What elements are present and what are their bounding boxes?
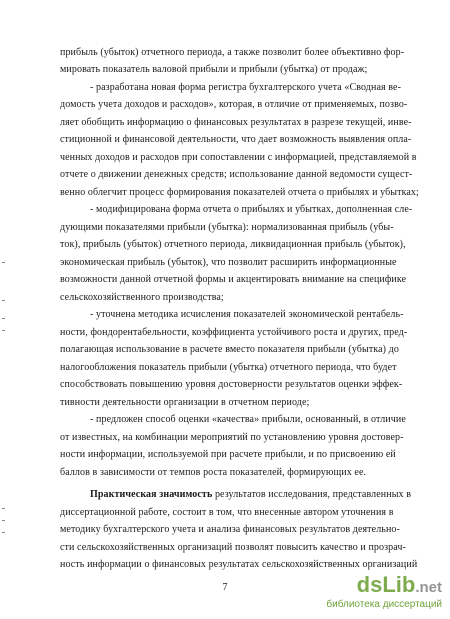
margin-mark — [2, 532, 5, 533]
margin-mark — [2, 300, 5, 301]
text-line: прибыль (убыток) отчетного периода, а также позволит более объективно фор- — [60, 47, 405, 58]
bold-lead: Практическая значимость — [90, 489, 213, 500]
text-line: баллов в зависимости от темпов роста показателей, формирующих ее. — [60, 467, 367, 478]
text-line: - уточнена методика исчисления показателей экономической рентабель- — [90, 309, 404, 320]
text-line-practical — [90, 489, 411, 501]
text-line: диссертационной работе, состоит в том, что внесенные автором уточнения в — [60, 507, 394, 518]
text-line: отчете о движении денежных средств; использование данной ведомости сущест- — [60, 169, 413, 180]
text-line: полагающая использование в расчете вместо показателя прибыли (убытка) до — [60, 344, 399, 355]
text-line: ности информации, используемой при расчете прибыли, и по присвоению ей — [60, 449, 396, 460]
text-line: - разработана новая форма регистра бухгалтерского учета «Сводная ве- — [90, 82, 402, 93]
text-line: ток), прибыль (убыток) отчетного периода, ликвидационная прибыль (убыток), — [60, 239, 406, 250]
text-line: - модифицирована форма отчета о прибылях и убытках, дополненная сле- — [90, 204, 413, 215]
text-line: ности, фондорентабельности, коэффициента устойчивого роста и других, пред- — [60, 327, 408, 338]
text-line: экономическая прибыль (убыток), что позволит расширить информационные — [60, 257, 397, 268]
margin-mark — [2, 318, 5, 319]
margin-mark — [2, 262, 5, 263]
text-line: мировать показатель валовой прибыли и прибыли (убытка) от продаж; — [60, 64, 368, 75]
text-line: дующими показателями прибыли (убытка): нормализованная прибыль (убы- — [60, 222, 394, 233]
text-line: сельскохозяйственного производства; — [60, 292, 224, 303]
text-line: сти сельскохозяйственных организаций позволят повысить качество и прозрач- — [60, 542, 406, 553]
text-line: от известных, на комбинации мероприятий по установлению уровня достовер- — [60, 432, 404, 443]
watermark-subtitle: библиотека диссертаций — [326, 599, 442, 610]
text-line: ченных доходов и расходов при сопоставлении с информацией, представляемой в — [60, 152, 417, 163]
text-line: - предложен способ оценки «качества» прибыли, основанный, в отличие — [90, 414, 406, 425]
margin-mark — [2, 520, 5, 521]
text-line: возможности данной отчетной формы и акцентировать внимание на специфике — [60, 274, 407, 285]
text-line: венно облегчит процесс формирования показателей отчета о прибылях и убытках; — [60, 187, 419, 198]
watermark — [324, 573, 442, 613]
watermark-logo — [357, 573, 442, 600]
page-number: 7 — [222, 582, 228, 593]
margin-mark — [2, 330, 5, 331]
text-line: налогообложения показатель прибыли (убытка) отчетного периода, что будет — [60, 362, 397, 373]
watermark-logo-suffix: .net — [415, 579, 442, 596]
text-line: домость учета доходов и расходов», которая, в отличие от применяемых, позво- — [60, 99, 408, 110]
text-rest: результатов исследования, представленных в — [212, 489, 412, 500]
watermark-logo-text: dsLib — [356, 572, 416, 597]
text-line: стиционной и финансовой деятельности, что дает возможность выявления опла- — [60, 134, 412, 145]
text-line: ность информации о финансовых результатах сельскохозяйственных организаций — [60, 559, 418, 570]
text-line: способствовать повышению уровня достоверности результатов оценки эффек- — [60, 379, 403, 390]
text-line: ляет обобщить информацию о финансовых результатах в разрезе текущей, инве- — [60, 117, 412, 128]
text-line: методику бухгалтерского учета и анализа финансовых результатов деятельно- — [60, 524, 400, 535]
text-line: тивности деятельности организации в отчетном периоде; — [60, 397, 310, 408]
margin-mark — [2, 508, 5, 509]
